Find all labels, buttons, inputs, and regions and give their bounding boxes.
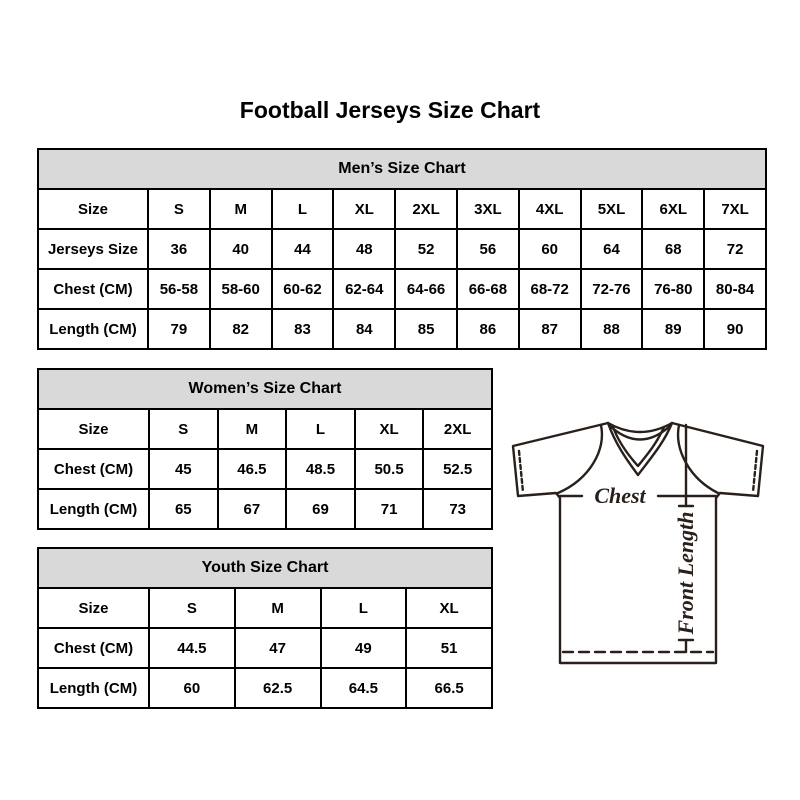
womens-title-row bbox=[38, 369, 492, 409]
youth-cell-r2c0: Length (CM) bbox=[38, 668, 149, 708]
youth-cell-r1c2: 47 bbox=[235, 628, 321, 668]
mens-cell-r2c7: 68-72 bbox=[519, 269, 581, 309]
youth-row-1 bbox=[38, 628, 492, 668]
mens-cell-r1c9: 68 bbox=[642, 229, 704, 269]
youth-cell-r2c2: 62.5 bbox=[235, 668, 321, 708]
mens-row-1 bbox=[38, 229, 766, 269]
mens-cell-r1c0: Jerseys Size bbox=[38, 229, 148, 269]
womens-cell-r1c5: 52.5 bbox=[423, 449, 492, 489]
mens-cell-r2c5: 64-66 bbox=[395, 269, 457, 309]
mens-cell-r3c10: 90 bbox=[704, 309, 766, 349]
womens-cell-r1c0: Chest (CM) bbox=[38, 449, 149, 489]
youth-cell-r2c1: 60 bbox=[149, 668, 235, 708]
mens-cell-r0c0: Size bbox=[38, 189, 148, 229]
mens-cell-r0c1: S bbox=[148, 189, 210, 229]
womens-cell-r2c5: 73 bbox=[423, 489, 492, 529]
mens-cell-r1c1: 36 bbox=[148, 229, 210, 269]
mens-cell-r1c6: 56 bbox=[457, 229, 519, 269]
mens-cell-r3c9: 89 bbox=[642, 309, 704, 349]
womens-cell-r1c1: 45 bbox=[149, 449, 218, 489]
youth-table-title: Youth Size Chart bbox=[38, 548, 492, 588]
youth-cell-r0c1: S bbox=[149, 588, 235, 628]
jersey-diagram-svg bbox=[495, 395, 785, 710]
right-cuff-stitch bbox=[753, 451, 757, 492]
womens-cell-r1c3: 48.5 bbox=[286, 449, 355, 489]
mens-cell-r3c3: 83 bbox=[272, 309, 334, 349]
youth-cell-r0c3: L bbox=[321, 588, 407, 628]
mens-cell-r1c8: 64 bbox=[581, 229, 643, 269]
youth-cell-r0c4: XL bbox=[406, 588, 492, 628]
womens-cell-r1c2: 46.5 bbox=[218, 449, 287, 489]
youth-size-table bbox=[37, 547, 493, 709]
youth-cell-r1c1: 44.5 bbox=[149, 628, 235, 668]
mens-cell-r0c2: M bbox=[210, 189, 272, 229]
womens-cell-r2c0: Length (CM) bbox=[38, 489, 149, 529]
mens-cell-r3c0: Length (CM) bbox=[38, 309, 148, 349]
womens-cell-r0c2: M bbox=[218, 409, 287, 449]
womens-row-0 bbox=[38, 409, 492, 449]
youth-row-2 bbox=[38, 668, 492, 708]
chest-label: Chest bbox=[594, 483, 646, 508]
mens-cell-r0c5: 2XL bbox=[395, 189, 457, 229]
womens-cell-r0c0: Size bbox=[38, 409, 149, 449]
mens-cell-r1c10: 72 bbox=[704, 229, 766, 269]
mens-row-0 bbox=[38, 189, 766, 229]
youth-cell-r2c3: 64.5 bbox=[321, 668, 407, 708]
mens-cell-r2c8: 72-76 bbox=[581, 269, 643, 309]
mens-cell-r0c10: 7XL bbox=[704, 189, 766, 229]
womens-row-1 bbox=[38, 449, 492, 489]
page-title: Football Jerseys Size Chart bbox=[239, 97, 541, 123]
mens-cell-r1c5: 52 bbox=[395, 229, 457, 269]
youth-cell-r0c0: Size bbox=[38, 588, 149, 628]
womens-cell-r2c3: 69 bbox=[286, 489, 355, 529]
youth-row-0 bbox=[38, 588, 492, 628]
mens-cell-r0c6: 3XL bbox=[457, 189, 519, 229]
womens-size-table bbox=[37, 368, 493, 530]
womens-cell-r0c4: XL bbox=[355, 409, 424, 449]
mens-cell-r1c2: 40 bbox=[210, 229, 272, 269]
mens-cell-r2c2: 58-60 bbox=[210, 269, 272, 309]
mens-cell-r0c9: 6XL bbox=[642, 189, 704, 229]
mens-table-title: Men’s Size Chart bbox=[38, 149, 766, 189]
mens-cell-r0c7: 4XL bbox=[519, 189, 581, 229]
mens-cell-r0c4: XL bbox=[333, 189, 395, 229]
mens-cell-r2c1: 56-58 bbox=[148, 269, 210, 309]
womens-cell-r0c1: S bbox=[149, 409, 218, 449]
youth-cell-r2c4: 66.5 bbox=[406, 668, 492, 708]
mens-cell-r3c8: 88 bbox=[581, 309, 643, 349]
womens-cell-r0c5: 2XL bbox=[423, 409, 492, 449]
mens-size-table bbox=[37, 148, 767, 350]
mens-cell-r1c7: 60 bbox=[519, 229, 581, 269]
womens-cell-r0c3: L bbox=[286, 409, 355, 449]
mens-cell-r1c4: 48 bbox=[333, 229, 395, 269]
mens-cell-r3c7: 87 bbox=[519, 309, 581, 349]
mens-cell-r2c3: 60-62 bbox=[272, 269, 334, 309]
front-length-label: Front Length bbox=[673, 511, 698, 635]
womens-cell-r1c4: 50.5 bbox=[355, 449, 424, 489]
right-sleeve-seam bbox=[678, 425, 718, 493]
mens-cell-r3c5: 85 bbox=[395, 309, 457, 349]
mens-cell-r3c1: 79 bbox=[148, 309, 210, 349]
womens-row-2 bbox=[38, 489, 492, 529]
womens-table-title: Women’s Size Chart bbox=[38, 369, 492, 409]
mens-cell-r0c3: L bbox=[272, 189, 334, 229]
left-cuff-stitch bbox=[519, 451, 523, 492]
mens-cell-r2c10: 80-84 bbox=[704, 269, 766, 309]
womens-cell-r2c2: 67 bbox=[218, 489, 287, 529]
mens-cell-r2c6: 66-68 bbox=[457, 269, 519, 309]
mens-title-row bbox=[38, 149, 766, 189]
mens-row-3 bbox=[38, 309, 766, 349]
youth-cell-r1c3: 49 bbox=[321, 628, 407, 668]
mens-cell-r1c3: 44 bbox=[272, 229, 334, 269]
mens-cell-r2c4: 62-64 bbox=[333, 269, 395, 309]
mens-cell-r2c0: Chest (CM) bbox=[38, 269, 148, 309]
youth-cell-r1c4: 51 bbox=[406, 628, 492, 668]
youth-cell-r0c2: M bbox=[235, 588, 321, 628]
mens-cell-r3c4: 84 bbox=[333, 309, 395, 349]
mens-cell-r0c8: 5XL bbox=[581, 189, 643, 229]
jersey-outline bbox=[513, 423, 763, 663]
youth-cell-r1c0: Chest (CM) bbox=[38, 628, 149, 668]
womens-cell-r2c4: 71 bbox=[355, 489, 424, 529]
mens-cell-r2c9: 76-80 bbox=[642, 269, 704, 309]
jersey-measurement-diagram bbox=[495, 395, 785, 710]
mens-cell-r3c6: 86 bbox=[457, 309, 519, 349]
mens-cell-r3c2: 82 bbox=[210, 309, 272, 349]
mens-row-2 bbox=[38, 269, 766, 309]
youth-title-row bbox=[38, 548, 492, 588]
womens-cell-r2c1: 65 bbox=[149, 489, 218, 529]
